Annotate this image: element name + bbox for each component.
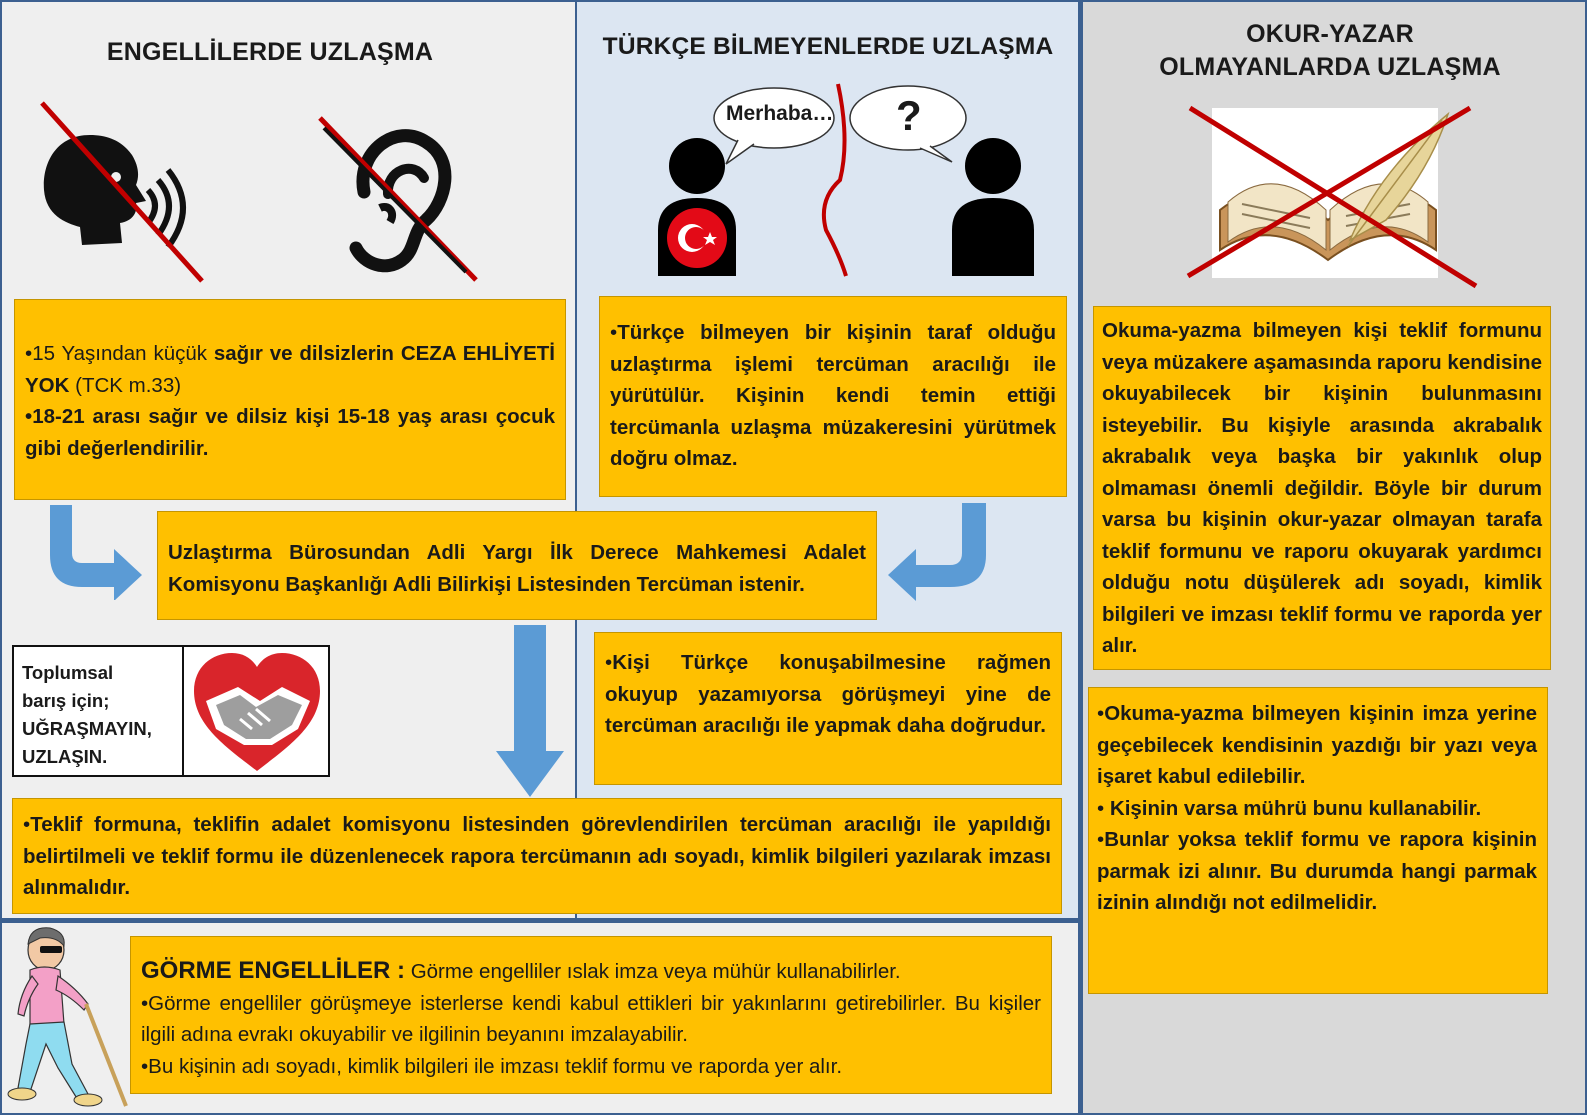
left-info-box: •15 Yaşından küçük sağır ve dilsizlerin CEZA EHLİYETİ YOK (TCK m.33) •18-21 arası sağır ve dilsiz kişi 15-18 yaş arası çocuk gibi değerlendirilir.	[14, 299, 566, 500]
visually-impaired-line2: •Görme engelliler görüşmeye isterlerse kendi kabul ettikleri bir yakınlarını getirebilirler. Bu kişiler ilgili adına evrakı okuyabilir ve ilgilinin beyanını imzalayabilir.	[141, 991, 1041, 1046]
slogan-line2: barış için;	[22, 690, 110, 711]
offer-form-box: •Teklif formuna, teklifin adalet komisyonu listesinden görevlendirilen tercüman aracılığı ile yapıldığı belirtilmeli ve teklif formu ile düzenlenecek rapora tercümanın adı soyadı, kimlik bilgileri yazılarak imzası alınmalıdır.	[12, 798, 1062, 914]
illiterate-info-text: Okuma-yazma bilmeyen kişi teklif formunu veya müzakere aşamasında raporu kendisine okuyabilecek bir kişinin bulunmasını isteyebilir. Bu kişiyle arasında akrabalık akrabalık veya başka bir yakınlık olup olmaması önemli değildir. Böyle bir durum varsa bu kişinin okur-yazar olmayan tarafa teklif formunu ve raporu okuyarak yardımcı olduğu notu düşülerek adı soyadı, kimlik bilgileri ve imzası teklif formu ve raporda yer alır.	[1102, 319, 1542, 657]
left-title: ENGELLİLERDE UZLAŞMA	[106, 38, 434, 66]
right-title	[1090, 18, 1570, 84]
slogan-line3: UĞRAŞMAYIN,	[22, 718, 152, 739]
slogan-box	[12, 645, 330, 777]
book-quill-crossed-icon	[1180, 100, 1480, 290]
interpreter-request-box	[157, 511, 877, 620]
middle-box1-text: Türkçe bilmeyen bir kişinin taraf olduğu uzlaştırma işlemi tercüman aracılığı ile yürütülür. Kişinin kendi temin ettiği tercümanla uzlaşma müzakeresini yürütmek doğru olmaz.	[610, 321, 1056, 470]
signature-bullet1: Okuma-yazma bilmeyen kişinin imza yerine geçebilecek kendisinin yazdığı bir yazı veya işaret kabul edilebilir.	[1097, 702, 1537, 788]
middle-box2-text: Kişi Türkçe konuşabilmesine rağmen okuyup yazamıyorsa görüşmeyi yine de tercüman aracılığı ile yapmak daha doğrudur.	[605, 651, 1051, 737]
left-bullet1-a: 15 Yaşından küçük	[32, 342, 214, 365]
signature-alternatives-box: •Okuma-yazma bilmeyen kişinin imza yerine geçebilecek kendisinin yazdığı bir yazı veya işaret kabul edilebilir. • Kişinin varsa mührü bunu kullanabilir. •Bunlar yoksa teklif formu ve rapora kişinin parmak izi alınır. Bu durumda hangi parmak izinin alındığı not edilmelidir.	[1088, 687, 1548, 994]
right-title-line2: OLMAYANLARDA UZLAŞMA	[1159, 53, 1501, 81]
translation-illustration	[650, 80, 1040, 280]
slogan-text	[22, 659, 152, 771]
middle-title: TÜRKÇE BİLMEYENLERDE UZLAŞMA	[602, 33, 1054, 60]
arrow-left-icon	[886, 503, 990, 601]
blind-person-icon	[0, 924, 132, 1112]
slogan-line4: UZLAŞIN.	[22, 746, 108, 767]
left-bullet1-c: (TCK m.33)	[69, 373, 182, 397]
visually-impaired-heading: GÖRME ENGELLİLER :	[141, 957, 405, 984]
illiterate-info-box	[1093, 306, 1551, 670]
visually-impaired-line3: •Bu kişinin adı soyadı, kimlik bilgileri ile imzası teklif formu ve raporda yer alır.	[141, 1054, 843, 1078]
bubble-hello-text: Merhaba…	[726, 102, 834, 125]
interpreter-request-text: Uzlaştırma Bürosundan Adli Yargı İlk Derece Mahkemesi Adalet Komisyonu Başkanlığı Adli Bilirkişi Listesinden Tercüman istenir.	[168, 541, 866, 596]
heart-handshake-icon	[186, 649, 328, 775]
arrow-right-icon	[44, 505, 144, 600]
signature-bullet3: Bunlar yoksa teklif formu ve rapora kişinin parmak izi alınır. Bu durumda hangi parmak izinin alındığı not edilmelidir.	[1097, 828, 1537, 914]
signature-bullet2: Kişinin varsa mührü bunu kullanabilir.	[1104, 796, 1482, 820]
visually-impaired-line1: Görme engelliler ıslak imza veya mühür kullanabilirler.	[405, 960, 901, 983]
left-bullet1-b: sağır ve dilsizlerin CEZA EHLİYETİ YOK	[25, 342, 555, 397]
right-title-line1: OKUR-YAZAR	[1246, 20, 1414, 48]
bubble-question-text: ?	[896, 92, 922, 139]
middle-info-box: •Türkçe bilmeyen bir kişinin taraf olduğu uzlaştırma işlemi tercüman aracılığı ile yürütülür. Kişinin kendi temin ettiği tercümanla uzlaşma müzakeresini yürütmek doğru olmaz.	[599, 296, 1067, 497]
middle-info-box-2: •Kişi Türkçe konuşabilmesine rağmen okuyup yazamıyorsa görüşmeyi yine de tercüman aracılığı ile yapmak daha doğrudur.	[594, 632, 1062, 785]
visually-impaired-box	[130, 936, 1052, 1094]
slogan-line1: Toplumsal	[22, 662, 114, 683]
arrow-down-icon	[496, 625, 564, 797]
offer-form-text: Teklif formuna, teklifin adalet komisyonu listesinden görevlendirilen tercüman aracılığı ile yapıldığı belirtilmeli ve teklif formu ile düzenlenecek rapora tercümanın adı soyadı, kimlik bilgileri yazılarak imzası alınmalıdır.	[23, 813, 1051, 899]
left-bullet2: 18-21 arası sağır ve dilsiz kişi 15-18 yaş arası çocuk gibi değerlendirilir.	[25, 405, 555, 460]
hearing-disabled-icon	[316, 112, 486, 282]
speech-disabled-icon	[30, 95, 210, 285]
